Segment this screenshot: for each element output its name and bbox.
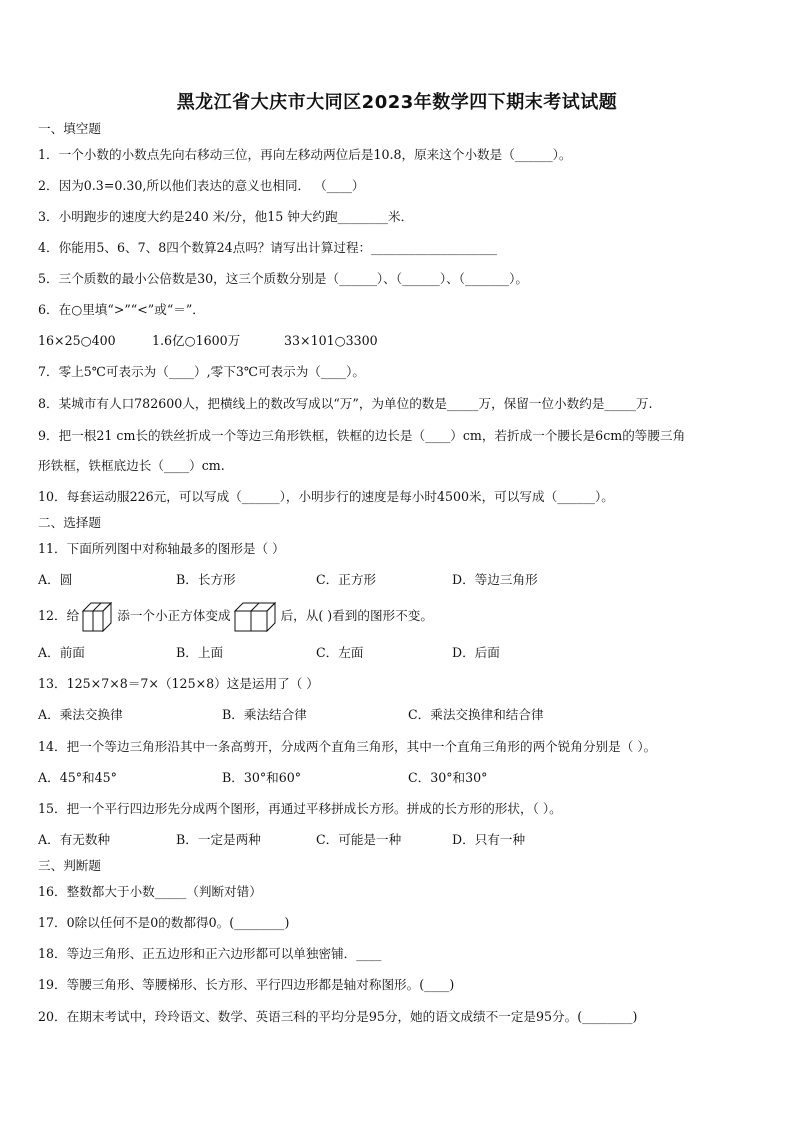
question-9-line-1: 9．把一根21 cm长的铁丝折成一个等边三角形铁框，铁框的边长是（____）cm，若折成一个腰长是6cm的等腰三角 xyxy=(38,428,686,443)
option-a: A．圆 xyxy=(38,572,73,587)
section-heading-judge: 三、判断题 xyxy=(38,858,101,873)
question-12-part-2: 添一个小正方体变成 xyxy=(117,608,231,623)
option-b: B．乘法结合律 xyxy=(222,707,307,722)
question-3: 3．小明跑步的速度大约是240 米/分，他15 钟大约跑________米． xyxy=(38,209,414,224)
option-c: C．乘法交换律和结合律 xyxy=(408,707,544,722)
option-b: B．上面 xyxy=(176,645,224,660)
question-16: 16．整数都大于小数_____（判断对错） xyxy=(38,884,262,899)
question-12-part-3: 后，从( )看到的图形不变。 xyxy=(280,608,433,623)
option-b: B．长方形 xyxy=(176,572,236,587)
page-title: 黑龙江省大庆市大同区2023年数学四下期末考试试题 xyxy=(176,92,618,113)
question-5: 5．三个质数的最小公倍数是30，这三个质数分别是（______）、（______）、（_______）。 xyxy=(38,271,528,286)
option-c: C．可能是一种 xyxy=(316,832,402,847)
option-a: A．乘法交换律 xyxy=(38,707,123,722)
question-13: 13．125×7×8＝7×（125×8）这是运用了（ ） xyxy=(38,676,319,691)
question-7: 7．零上5℃可表示为（____）,零下3℃可表示为（____）。 xyxy=(38,364,365,379)
option-b: B．一定是两种 xyxy=(176,832,261,847)
question-19: 19．等腰三角形、等腰梯形、长方形、平行四边形都是轴对称图形。(____) xyxy=(38,977,455,992)
question-18: 18．等边三角形、正五边形和正六边形都可以单独密铺．____ xyxy=(38,946,382,961)
question-6-item: 1.6亿○1600万 xyxy=(152,333,241,348)
section-heading-fill-blank: 一、填空题 xyxy=(38,121,101,136)
option-a: A．前面 xyxy=(38,645,85,660)
question-8: 8．某城市有人口782600人，把横线上的数改写成以“万”，为单位的数是_____万，保留一位小数约是_____万. xyxy=(38,396,653,411)
section-heading-choice: 二、选择题 xyxy=(38,515,101,530)
question-12-part-1: 12．给 xyxy=(38,608,80,623)
cube-two-blocks-icon xyxy=(81,599,115,633)
question-6-item: 33×101○3300 xyxy=(284,333,378,348)
question-1: 1．一个小数的小数点先向右移动三位，再向左移动两位后是10.8，原来这个小数是（______）。 xyxy=(38,147,572,162)
question-15: 15．把一个平行四边形先分成两个图形，再通过平移拼成长方形。拼成的长方形的形状，（ ）。 xyxy=(38,801,562,816)
question-9-line-2: 形铁框，铁框底边长（____）cm. xyxy=(38,458,225,473)
option-d: D．只有一种 xyxy=(452,832,526,847)
option-a: A．45°和45° xyxy=(38,770,117,785)
cube-three-blocks-icon xyxy=(233,599,279,633)
question-20: 20．在期末考试中，玲玲语文、数学、英语三科的平均分是95分，她的语文成绩不一定是95分。(________) xyxy=(38,1009,638,1024)
question-6: 6．在○里填“>”“<”或“＝”． xyxy=(38,302,205,317)
option-d: D．后面 xyxy=(452,645,500,660)
option-c: C．30°和30° xyxy=(408,770,488,785)
question-14: 14．把一个等边三角形沿其中一条高剪开，分成两个直角三角形，其中一个直角三角形的两个锐角分别是（ ）。 xyxy=(38,739,657,754)
option-d: D．等边三角形 xyxy=(452,572,538,587)
question-4: 4．你能用5、6、7、8四个数算24点吗？请写出计算过程：____________________ xyxy=(38,240,498,255)
option-b: B．30°和60° xyxy=(222,770,302,785)
option-c: C．正方形 xyxy=(316,572,377,587)
question-10: 10．每套运动服226元，可以写成（______），小明步行的速度是每小时4500米，可以写成（______）。 xyxy=(38,489,614,504)
option-a: A．有无数种 xyxy=(38,832,111,847)
question-6-item: 16×25○400 xyxy=(38,333,116,348)
question-11: 11．下面所列图中对称轴最多的图形是（ ） xyxy=(38,541,285,556)
question-17: 17．0除以任何不是0的数都得0。(________) xyxy=(38,915,290,930)
question-12 xyxy=(38,598,433,634)
question-2: 2．因为0.3=0.30,所以他们表达的意义也相同． （____） xyxy=(38,178,365,193)
option-c: C．左面 xyxy=(316,645,364,660)
